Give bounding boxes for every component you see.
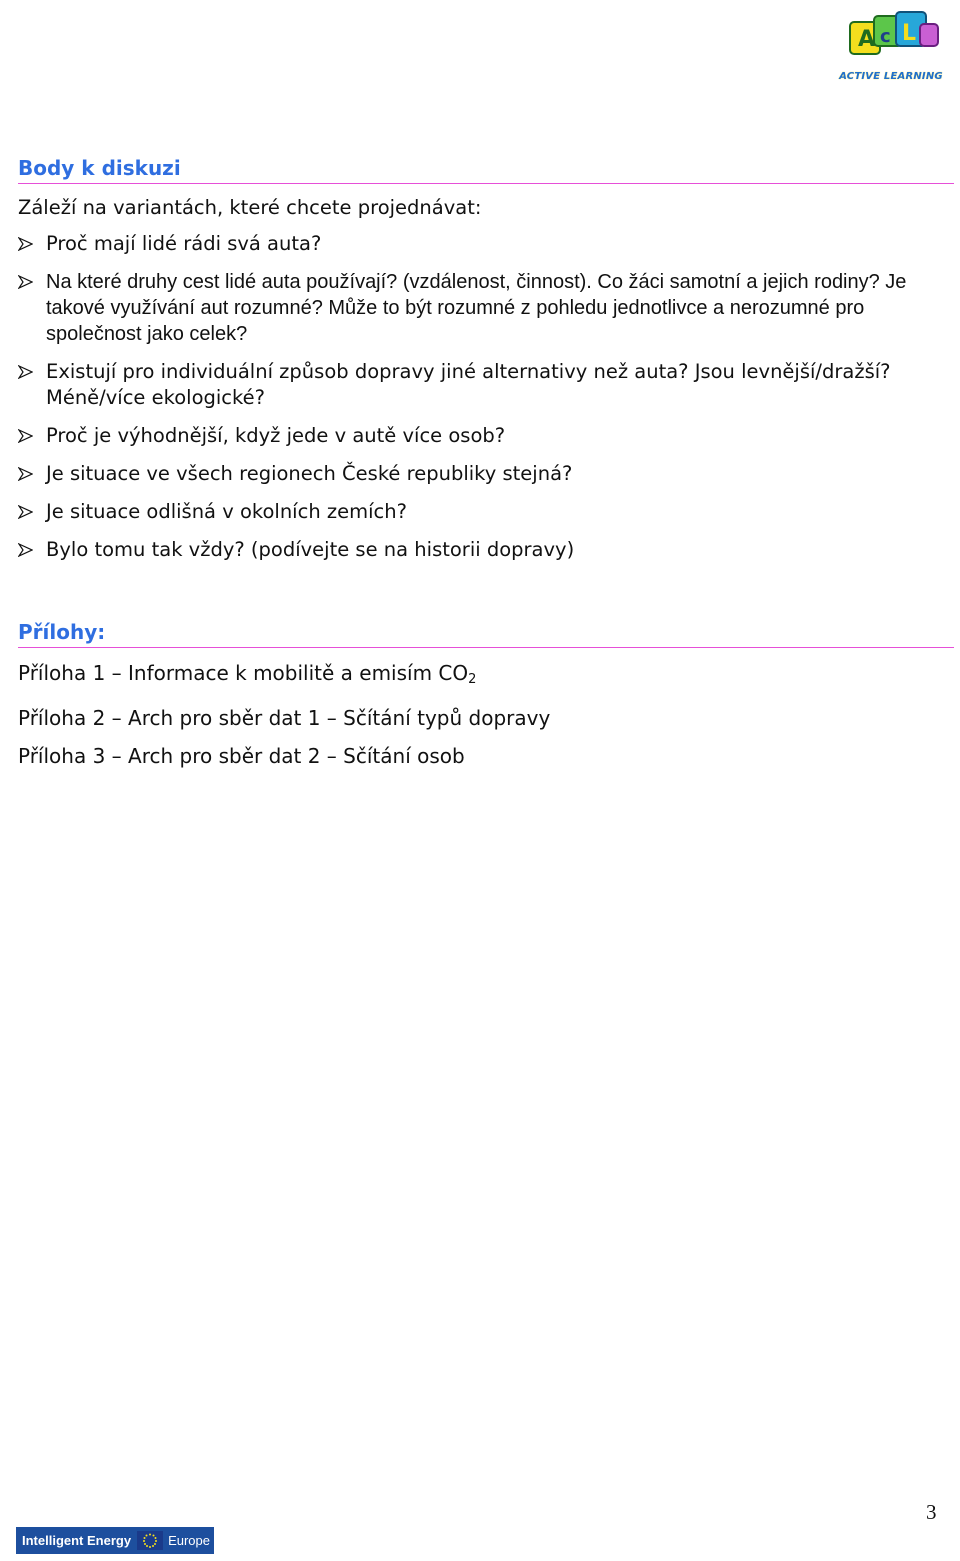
eu-flag-icon [137,1531,163,1550]
list-item-text: Proč mají lidé rádi svá auta? [46,232,322,255]
logo-text: ACTIVE LEARNING [839,71,943,82]
discussion-list [18,231,928,575]
attachments-list [18,660,550,781]
arrow-bullet-icon [18,365,33,379]
arrow-bullet-icon [18,237,33,251]
attachments-heading: Přílohy: [18,620,106,644]
svg-text:L: L [902,21,917,46]
intelligent-energy-europe-logo [16,1527,214,1554]
list-item [18,359,928,411]
list-item-text: Je situace ve všech regionech České republiky stejná? [46,462,573,485]
footer-region: Europe [168,1533,210,1548]
arrow-bullet-icon [18,429,33,443]
section-divider [18,183,954,184]
puzzle-icon [838,8,944,70]
list-item [18,231,928,257]
attachment-item [18,660,550,693]
discussion-heading: Body k diskuzi [18,156,181,180]
active-learning-logo [838,8,944,84]
attachment-subscript: 2 [468,672,477,687]
list-item-text: Je situace odlišná v okolních zemích? [46,500,407,523]
discussion-intro: Záleží na variantách, které chcete projednávat: [18,196,482,219]
arrow-bullet-icon [18,275,33,289]
list-item [18,499,928,525]
section-divider [18,647,954,648]
list-item [18,461,928,487]
list-item-text: Bylo tomu tak vždy? (podívejte se na historii dopravy) [46,538,575,561]
arrow-bullet-icon [18,467,33,481]
list-item [18,269,928,347]
attachment-item: Příloha 2 – Arch pro sběr dat 1 – Sčítání typů dopravy [18,706,551,730]
attachment-item: Příloha 3 – Arch pro sběr dat 2 – Sčítání osob [18,744,465,768]
list-item [18,423,928,449]
svg-text:c: c [880,26,891,47]
list-item-text: Na které druhy cest lidé auta používají? (vzdálenost, činnost). Co žáci samotní a jejich rodiny? Je takové využívání aut rozumné? Může to být rozumné z pohledu jednotlivce a nerozumné pro společnost jako celek? [46,271,907,345]
arrow-bullet-icon [18,505,33,519]
arrow-bullet-icon [18,543,33,557]
svg-text:A: A [858,27,876,52]
list-item-text: Existují pro individuální způsob dopravy jiné alternativy než auta? Jsou levnější/dražší? Méně/více ekologické? [46,360,891,409]
list-item-text: Proč je výhodnější, když jede v autě více osob? [46,424,506,447]
page-number: 3 [926,1500,937,1524]
footer-brand: Intelligent Energy [22,1533,132,1548]
attachment-text: Příloha 1 – Informace k mobilitě a emisím CO [18,661,469,685]
list-item [18,537,928,563]
